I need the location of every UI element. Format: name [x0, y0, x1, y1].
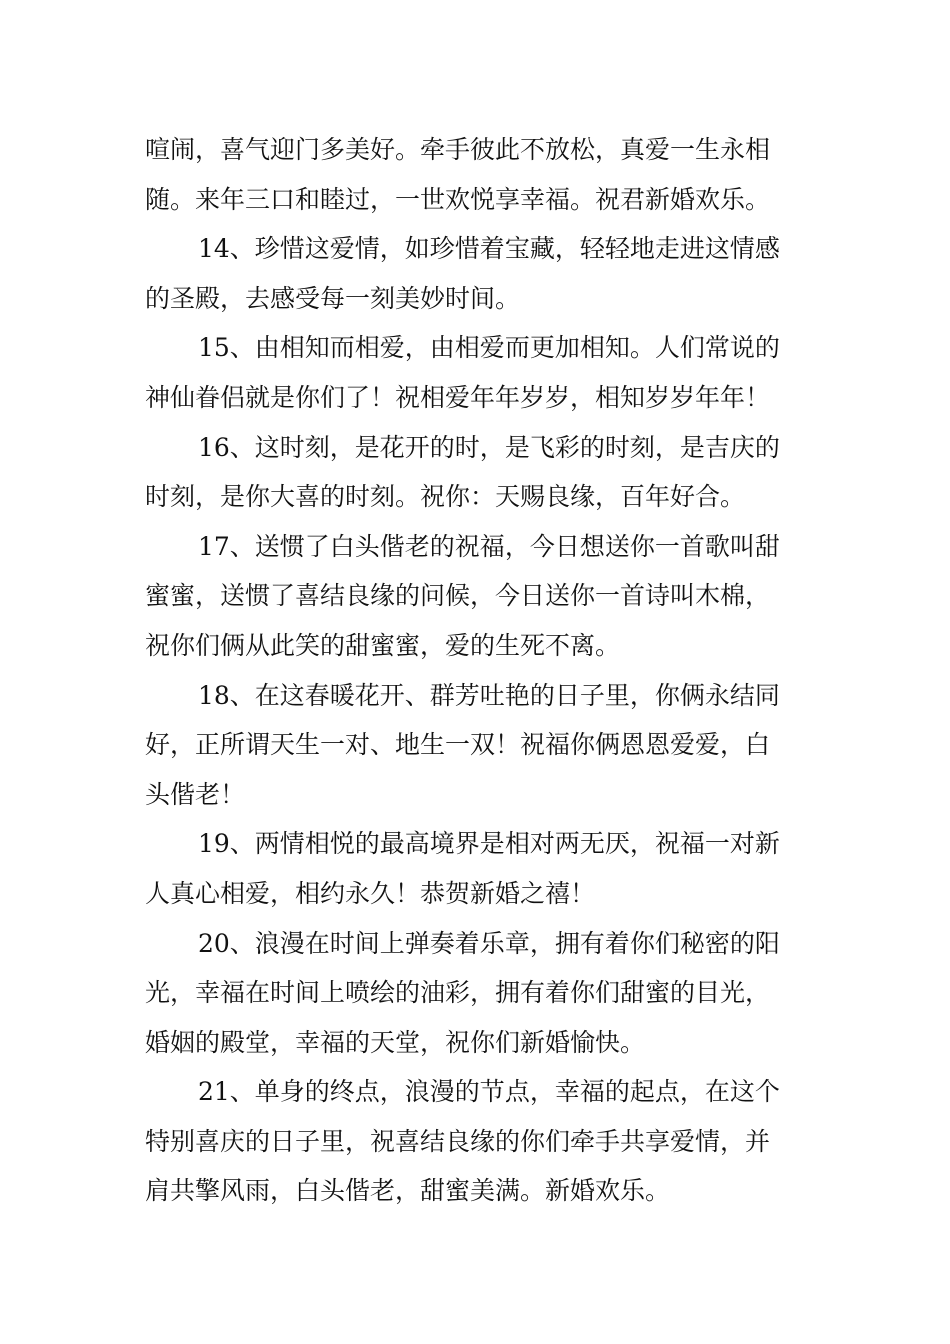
document-body	[145, 125, 810, 1216]
paragraph-16	[145, 423, 810, 522]
text-line: 随。来年三口和睦过，一世欢悦享幸福。祝君新婚欢乐。	[145, 184, 771, 214]
text-line: 21、单身的终点，浪漫的节点，幸福的起点，在这个	[198, 1077, 780, 1107]
text-line: 18、在这春暖花开、群芳吐艳的日子里，你俩永结同	[198, 680, 780, 710]
text-line: 19、两情相悦的最高境界是相对两无厌，祝福一对新	[198, 829, 780, 859]
text-line: 特别喜庆的日子里，祝喜结良缘的你们牵手共享爱情，并	[145, 1126, 771, 1156]
paragraph-21	[145, 1067, 810, 1216]
paragraph-14	[145, 224, 810, 323]
paragraph-17	[145, 522, 810, 671]
paragraph-20	[145, 919, 810, 1068]
paragraph-15	[145, 323, 810, 422]
text-line: 肩共擎风雨，白头偕老，甜蜜美满。新婚欢乐。	[145, 1176, 671, 1206]
text-line: 头偕老！	[145, 779, 246, 809]
paragraph-18	[145, 671, 810, 820]
text-line: 光，幸福在时间上喷绘的油彩，拥有着你们甜蜜的目光，	[145, 978, 771, 1008]
text-line: 喧闹，喜气迎门多美好。牵手彼此不放松，真爱一生永相	[145, 135, 771, 164]
text-line: 婚姻的殿堂，幸福的天堂，祝你们新婚愉快。	[145, 1027, 646, 1057]
text-line: 的圣殿，去感受每一刻美妙时间。	[145, 283, 521, 313]
text-line: 20、浪漫在时间上弹奏着乐章，拥有着你们秘密的阳	[198, 928, 780, 958]
text-line: 蜜蜜，送惯了喜结良缘的问候，今日送你一首诗叫木棉，	[145, 581, 771, 611]
paragraph-19	[145, 819, 810, 918]
text-line: 15、由相知而相爱，由相爱而更加相知。人们常说的	[198, 333, 780, 363]
text-line: 17、送惯了白头偕老的祝福，今日想送你一首歌叫甜	[198, 531, 780, 561]
text-line: 神仙眷侣就是你们了！祝相爱年年岁岁，相知岁岁年年！	[145, 382, 771, 412]
text-line: 16、这时刻，是花开的时，是飞彩的时刻，是吉庆的	[198, 432, 780, 462]
text-line: 14、珍惜这爱情，如珍惜着宝藏，轻轻地走进这情感	[198, 234, 780, 264]
paragraph-13-continued	[145, 125, 810, 224]
text-line: 人真心相爱，相约永久！恭贺新婚之禧！	[145, 878, 596, 908]
text-line: 好，正所谓天生一对、地生一双！祝福你俩恩恩爱爱，白	[145, 730, 771, 760]
text-line: 时刻，是你大喜的时刻。祝你：天赐良缘，百年好合。	[145, 482, 746, 512]
text-line: 祝你们俩从此笑的甜蜜蜜，爱的生死不离。	[145, 630, 621, 660]
